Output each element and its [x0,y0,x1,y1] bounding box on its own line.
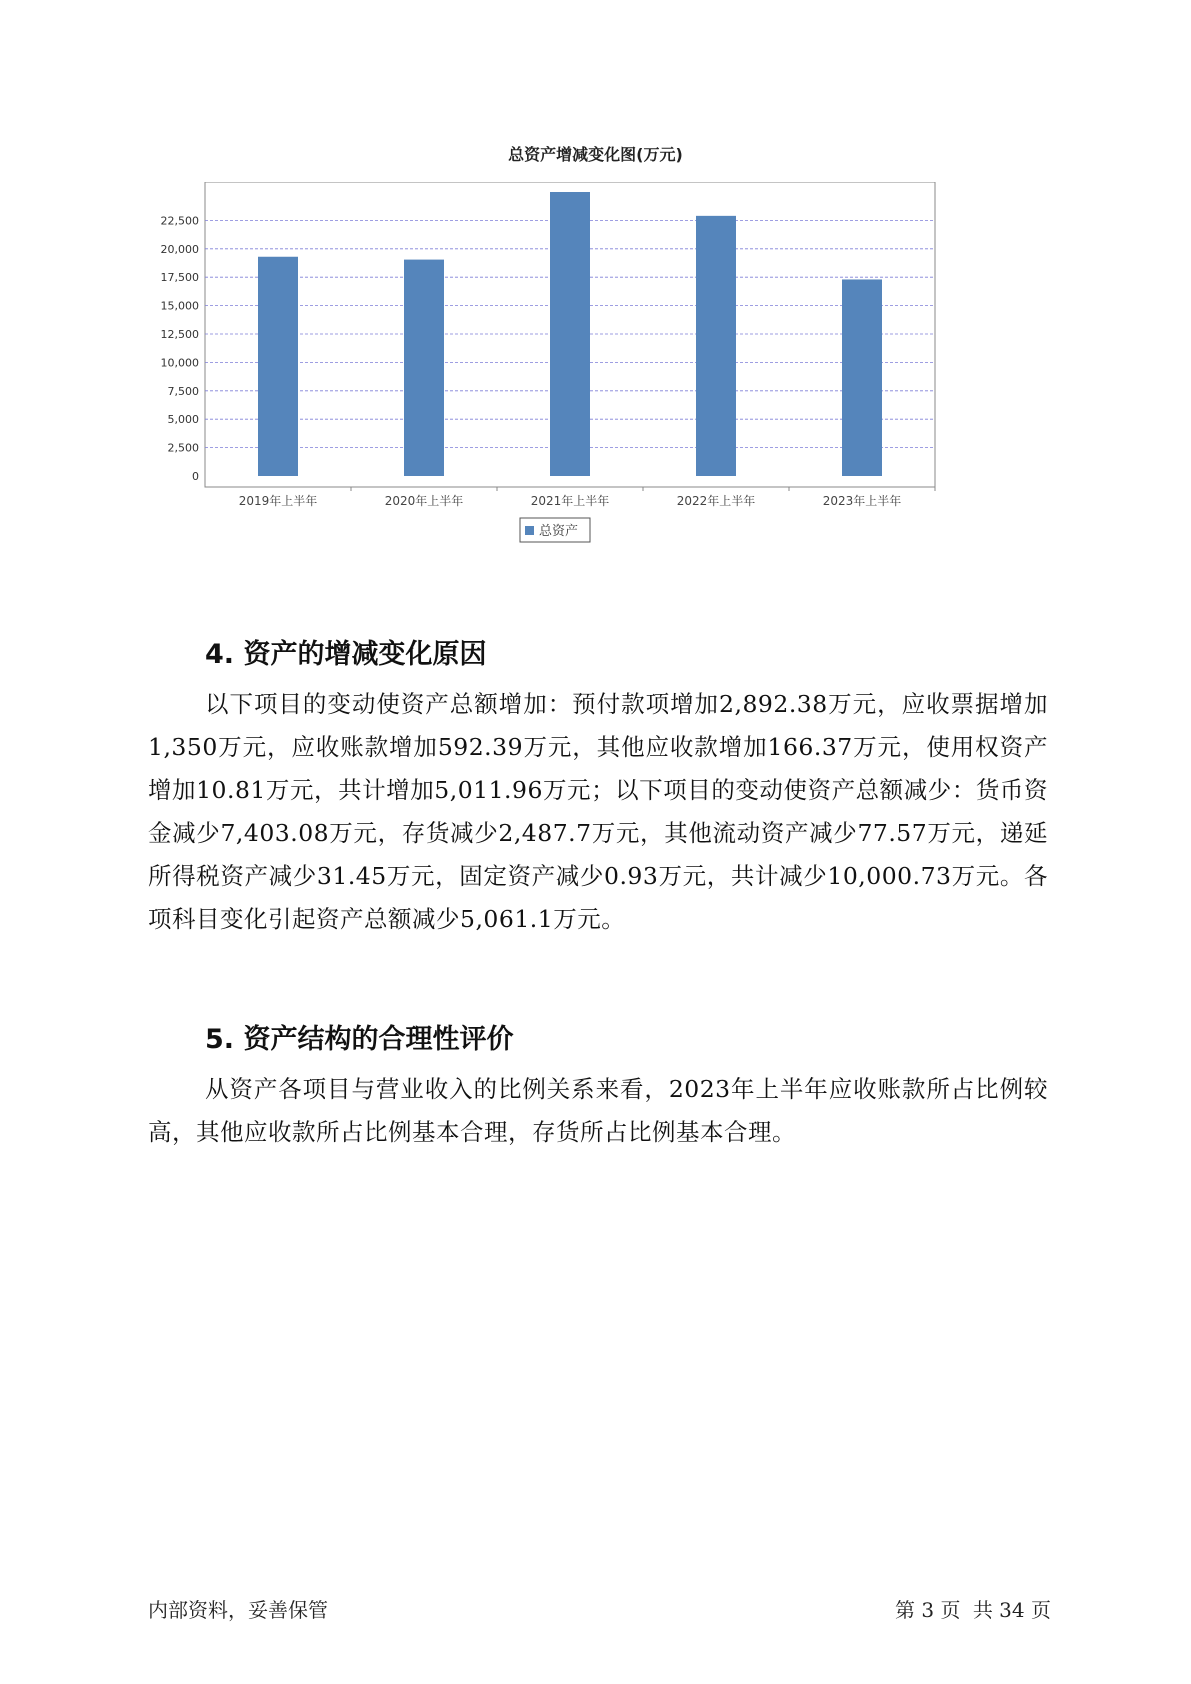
total-assets-bar-chart [150,182,950,552]
y-tick-label: 7,500 [167,384,199,398]
footer-confidential-note: 内部资料，妥善保管 [148,1598,328,1622]
footer-page-info [889,1594,1051,1623]
y-tick-label: 10,000 [160,356,199,370]
bar [404,260,444,476]
bar [258,257,298,476]
section-heading-5: 5. 资产结构的合理性评价 [205,1024,514,1055]
y-tick-label: 20,000 [160,242,199,256]
page-number: 第 3 页 [895,1598,961,1622]
section-paragraph-4: 以下项目的变动使资产总额增加：预付款项增加2,892.38万元，应收票据增加1,350万元，应收账款增加592.39万元，其他应收款增加166.37万元，使用权资产增加10.81万元，共计增加5,011.96万元；以下项目的变动使资产总额减少：货币资金减少7,403.08万元，存货减少2,487.7万元，其他流动资产减少77.57万元，递延所得税资产减少31.45万元，固定资产减少0.93万元，共计减少10,000.73万元。各项科目变化引起资产总额减少5,061.1万元。 [148,690,1048,933]
x-tick-label: 2023年上半年 [822,494,902,508]
bar [696,216,736,476]
page-total: 共 34 页 [972,1598,1051,1622]
legend-swatch [525,526,534,535]
y-tick-label: 15,000 [160,299,199,313]
x-tick-label: 2022年上半年 [676,494,756,508]
x-axis-ticks [239,487,935,508]
y-tick-label: 5,000 [167,413,199,427]
x-tick-label: 2020年上半年 [384,494,464,508]
y-tick-label: 12,500 [160,328,199,341]
section-paragraph-5: 从资产各项目与营业收入的比例关系来看，2023年上半年应收账款所占比例较高，其他应收款所占比例基本合理，存货所占比例基本合理。 [148,1075,1048,1146]
bar [842,279,882,476]
legend [520,518,590,542]
y-tick-label: 22,500 [160,214,199,228]
chart-title: 总资产增减变化图(万元) [508,145,683,164]
x-tick-label: 2019年上半年 [238,494,318,508]
y-tick-label: 0 [192,470,199,483]
y-tick-label: 2,500 [167,441,199,455]
y-tick-label: 17,500 [160,271,199,285]
section-heading-4: 4. 资产的增减变化原因 [205,639,487,670]
x-tick-label: 2021年上半年 [530,494,610,508]
legend-label: 总资产 [539,524,579,539]
y-axis-ticks [161,214,200,483]
bar [550,192,590,476]
